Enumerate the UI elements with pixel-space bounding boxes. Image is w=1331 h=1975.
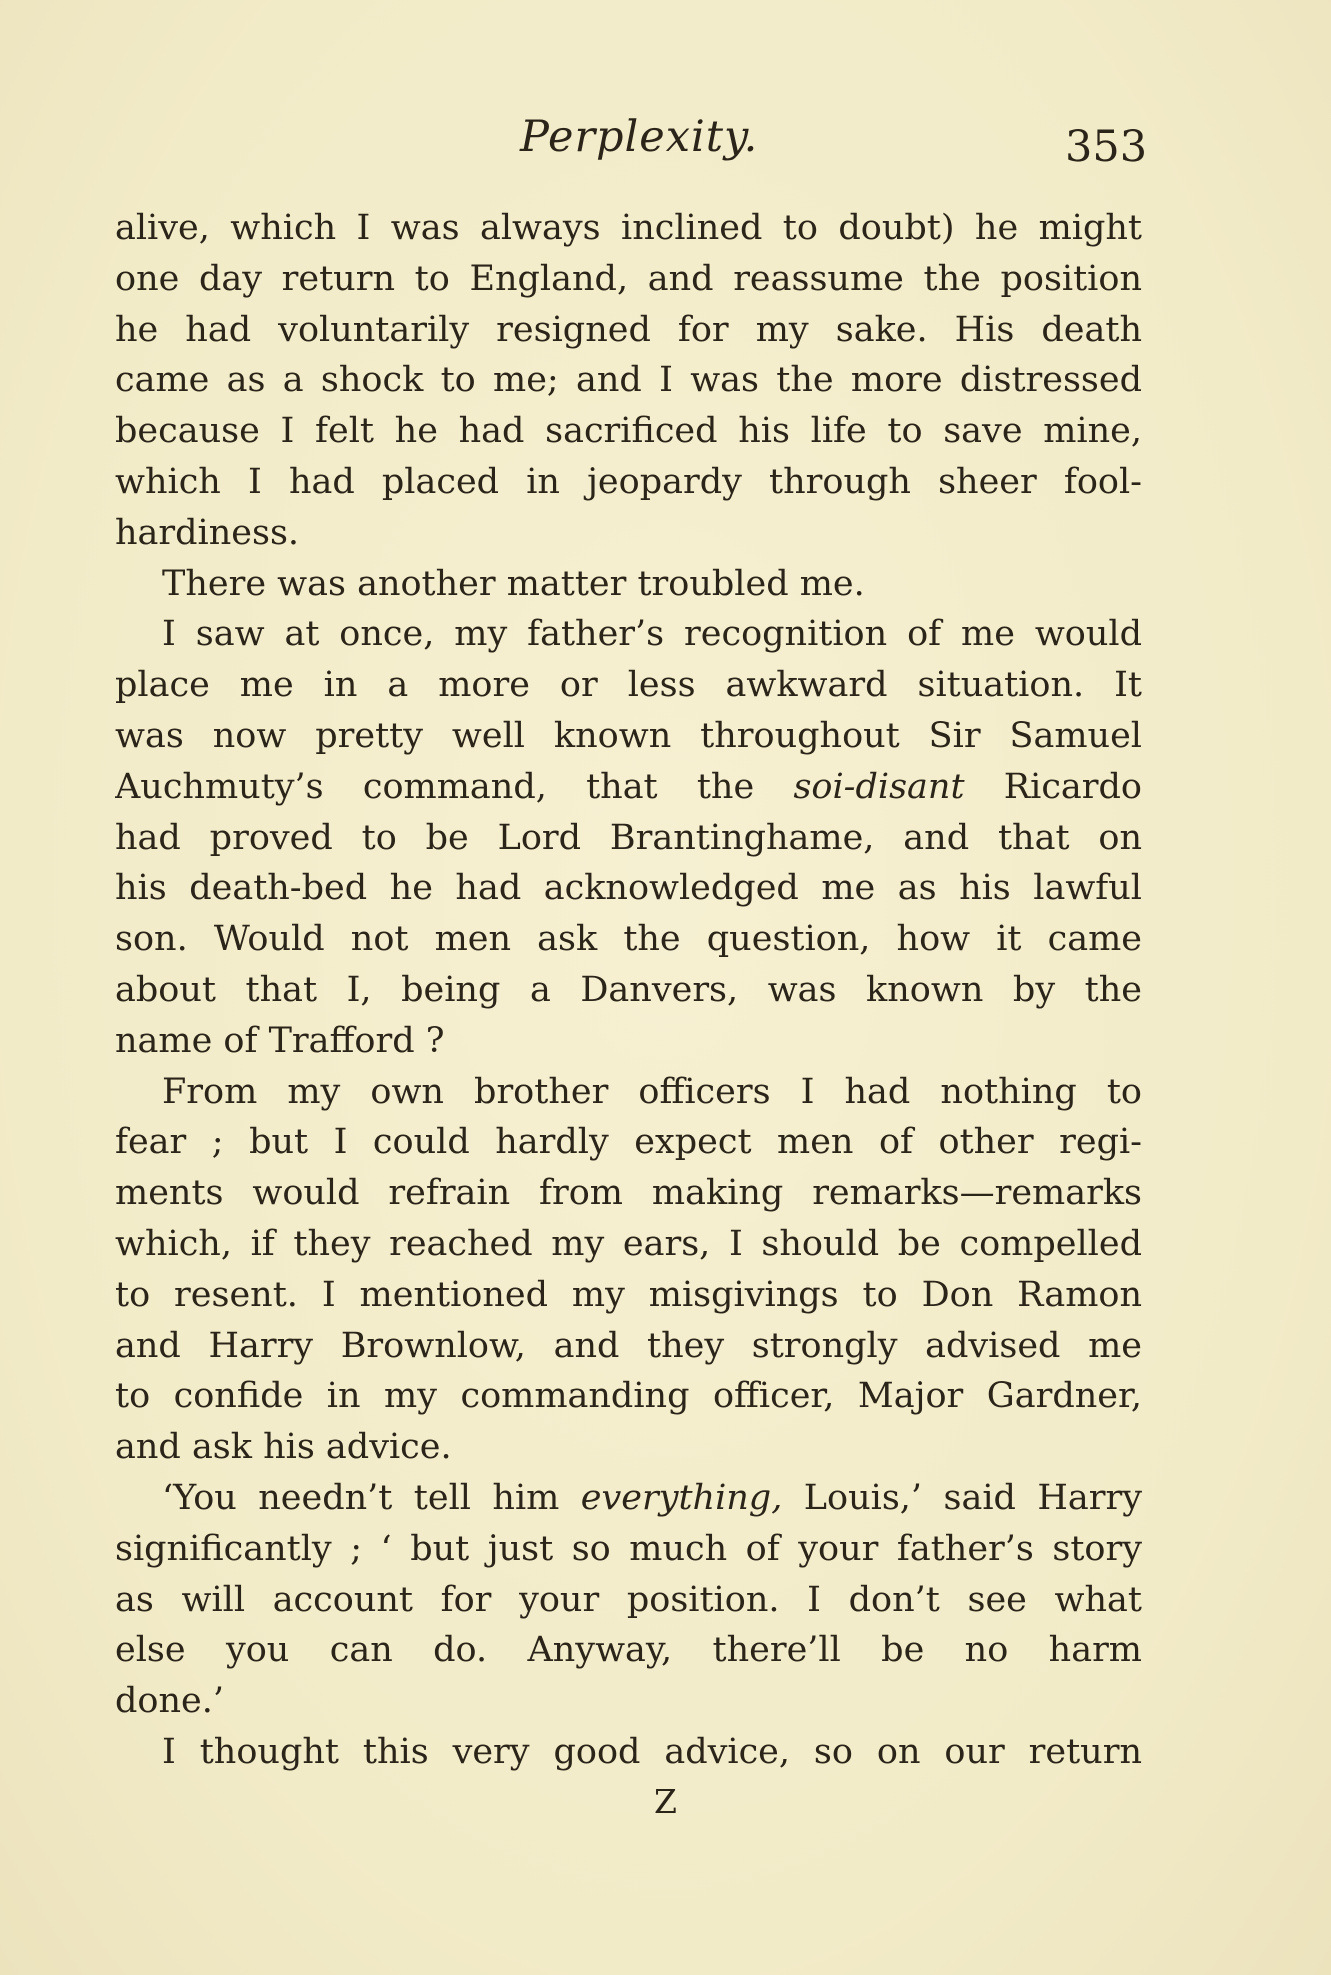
text-line: which I had placed in jeopardy through sheer fool- [115, 461, 1142, 502]
text-line: had proved to be Lord Brantinghame, and that on [115, 817, 1142, 858]
text-segment: Auchmuty’s command, that the [115, 766, 794, 807]
signature-mark: Z [654, 1782, 677, 1821]
text-line: alive, which I was always inclined to doubt) he might [115, 208, 1142, 248]
text-line: I thought this very good advice, so on our return [162, 1731, 1142, 1772]
italic-text: soi-disant [793, 766, 965, 807]
text-line: From my own brother officers I had nothing to [162, 1071, 1142, 1112]
italic-text: everything, [580, 1477, 783, 1518]
text-line: to confide in my commanding officer, Major Gardner, [115, 1376, 1142, 1417]
text-line: was now pretty well known throughout Sir Samuel [115, 715, 1142, 756]
text-segment: Louis,’ said Harry [782, 1477, 1142, 1518]
text-line: done.’ [115, 1681, 224, 1722]
page-header [0, 112, 1331, 172]
text-line: name of Trafford ? [115, 1020, 445, 1061]
text-line: his death-bed he had acknowledged me as his lawful [115, 868, 1142, 909]
text-line: else you can do. Anyway, there’ll be no harm [115, 1630, 1142, 1671]
text-line: hardiness. [115, 512, 300, 553]
text-segment: Ricardo [964, 766, 1142, 807]
text-line: to resent. I mentioned my misgivings to Don Ramon [115, 1274, 1142, 1315]
text-line: about that I, being a Danvers, was known by the [115, 969, 1142, 1010]
text-line: because I felt he had sacrificed his life to save mine, [115, 411, 1142, 452]
text-line: he had voluntarily resigned for my sake. His death [115, 309, 1142, 350]
page-number: 353 [1065, 122, 1148, 172]
text-line: and ask his advice. [115, 1427, 452, 1468]
running-title: Perplexity. [520, 112, 759, 162]
text-line: fear ; but I could hardly expect men of other regi- [115, 1122, 1142, 1163]
text-line: significantly ; ‘ but just so much of your father’s story [115, 1528, 1142, 1569]
text-line: one day return to England, and reassume the position [115, 258, 1142, 299]
text-line: and Harry Brownlow, and they strongly advised me [115, 1325, 1142, 1366]
text-segment: ‘You needn’t tell him [162, 1477, 581, 1518]
text-line: as will account for your position. I don’t see what [115, 1579, 1142, 1620]
text-line: ments would refrain from making remarks—remarks [115, 1173, 1142, 1214]
text-line: There was another matter troubled me. [162, 563, 865, 604]
text-line: came as a shock to me; and I was the more distressed [115, 360, 1142, 401]
text-line: which, if they reached my ears, I should be compelled [115, 1223, 1142, 1264]
text-line: place me in a more or less awkward situation. It [115, 665, 1142, 706]
body-text [115, 203, 1142, 1778]
text-line [115, 762, 1142, 813]
text-line: I saw at once, my father’s recognition of me would [162, 614, 1142, 655]
text-line [115, 1473, 1142, 1524]
text-line: son. Would not men ask the question, how it came [115, 919, 1142, 960]
